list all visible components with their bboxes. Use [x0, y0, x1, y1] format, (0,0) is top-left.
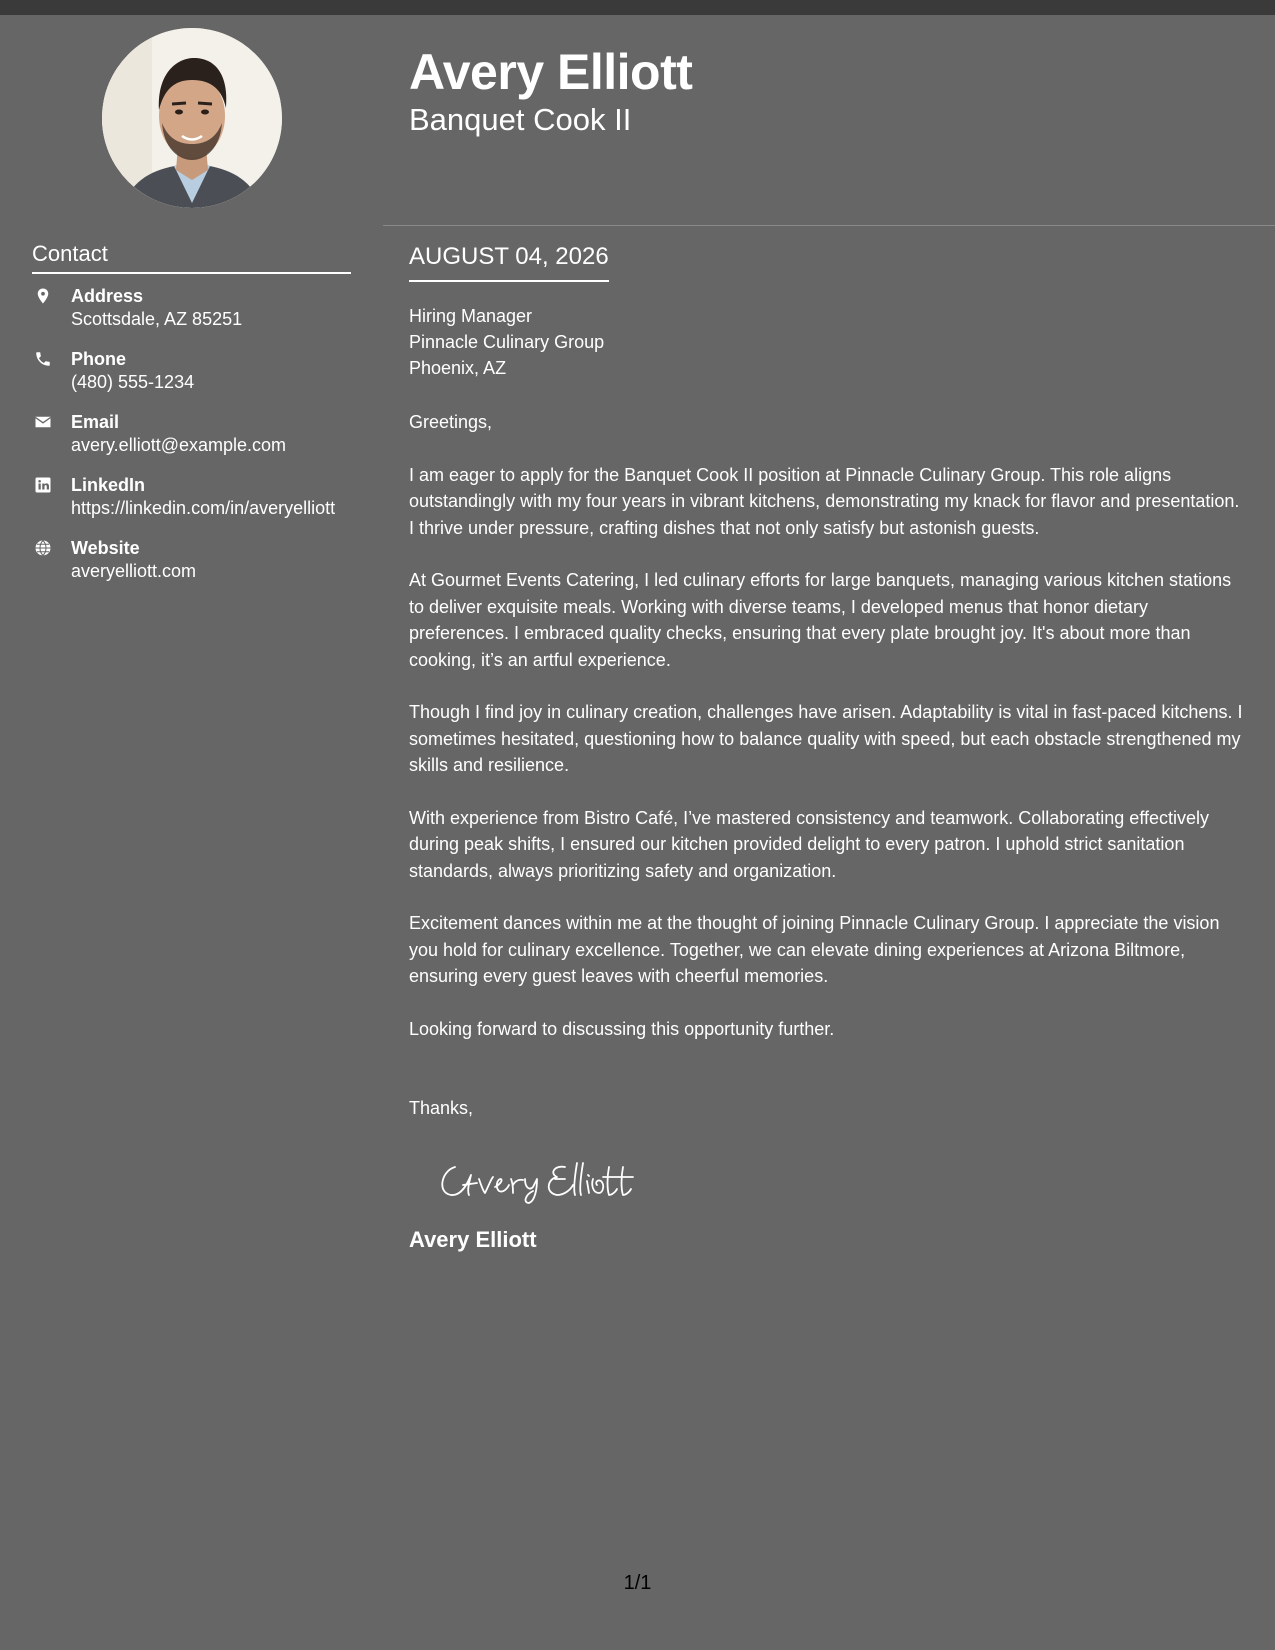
email-icon — [34, 413, 52, 431]
phone-icon — [34, 350, 52, 368]
letter-body — [409, 242, 1249, 1253]
letter-paragraph: With experience from Bistro Café, I’ve mastered consistency and teamwork. Collaborating effectively during peak shifts, I ensured our kitchen provided delight to every patron. I uphold strict sanitation standards, always prioritizing safety and organization. — [409, 807, 1210, 881]
contact-linkedin — [32, 474, 352, 520]
sidebar — [0, 15, 383, 1650]
contact-value[interactable]: averyelliott.com — [71, 561, 197, 581]
signer-name: Avery Elliott — [409, 1226, 537, 1252]
top-bar — [0, 0, 1275, 15]
letter-date: AUGUST 04, 2026 — [409, 242, 609, 282]
letter-paragraph: At Gourmet Events Catering, I led culinary efforts for large banquets, managing various kitchen stations to deliver exquisite meals. Working with diverse teams, I developed menus that honor dietary preferences. I embraced quality checks, ensuring that every plate brought joy. It's about more than cooking, it’s an artful experience. — [409, 570, 1232, 670]
greeting: Greetings, — [409, 412, 493, 432]
contact-value: (480) 555-1234 — [71, 372, 195, 392]
contact-value: avery.elliott@example.com — [71, 435, 287, 455]
letter-paragraph: Though I find joy in culinary creation, challenges have arisen. Adaptability is vital in fast-paced kitchens. I sometimes hesitated, questioning how to balance quality with speed, but each obstacle strengthened my skills and resilience. — [409, 702, 1243, 775]
contact-value[interactable]: https://linkedin.com/in/averyelliott — [71, 498, 336, 518]
contact-heading: Contact — [32, 241, 351, 274]
recipient-block — [409, 303, 1249, 381]
contact-website — [32, 537, 352, 583]
letter-paragraph: Looking forward to discussing this opportunity further. — [409, 1018, 835, 1039]
recipient-line: Hiring Manager — [409, 306, 533, 326]
contact-label: Address — [71, 286, 144, 306]
recipient-line: Phoenix, AZ — [409, 358, 507, 378]
header-divider — [383, 225, 1275, 226]
contact-label: Phone — [71, 349, 127, 369]
person-name: Avery Elliott — [409, 44, 693, 100]
profile-photo — [102, 28, 282, 208]
recipient-line: Pinnacle Culinary Group — [409, 332, 605, 352]
contact-email — [32, 411, 352, 457]
linkedin-icon — [34, 476, 52, 494]
signature-image — [433, 1149, 653, 1205]
letter-paragraph: I am eager to apply for the Banquet Cook II position at Pinnacle Culinary Group. This role aligns outstandingly with my four years in vibrant kitchens, demonstrating my knack for flavor and presentation. I thrive under pressure, crafting dishes that not only satisfy but astonish guests. — [409, 464, 1240, 538]
contact-label: Email — [71, 412, 120, 432]
page-number: 1/1 — [623, 1572, 652, 1594]
contact-label: Website — [71, 538, 140, 558]
contact-address — [32, 285, 352, 331]
letter-paragraph: Excitement dances within me at the thought of joining Pinnacle Culinary Group. I appreciate the vision you hold for culinary excellence. Together, we can elevate dining experiences at Arizona Biltmore, ensuring every guest leaves with cheerful memories. — [409, 913, 1220, 986]
closing: Thanks, — [409, 1098, 474, 1118]
contact-list — [32, 285, 352, 600]
location-pin-icon — [34, 287, 52, 305]
globe-icon — [34, 539, 52, 557]
contact-value: Scottsdale, AZ 85251 — [71, 309, 243, 329]
contact-label: LinkedIn — [71, 475, 146, 495]
job-title: Banquet Cook II — [409, 102, 632, 137]
header — [383, 15, 1275, 225]
contact-phone — [32, 348, 352, 394]
